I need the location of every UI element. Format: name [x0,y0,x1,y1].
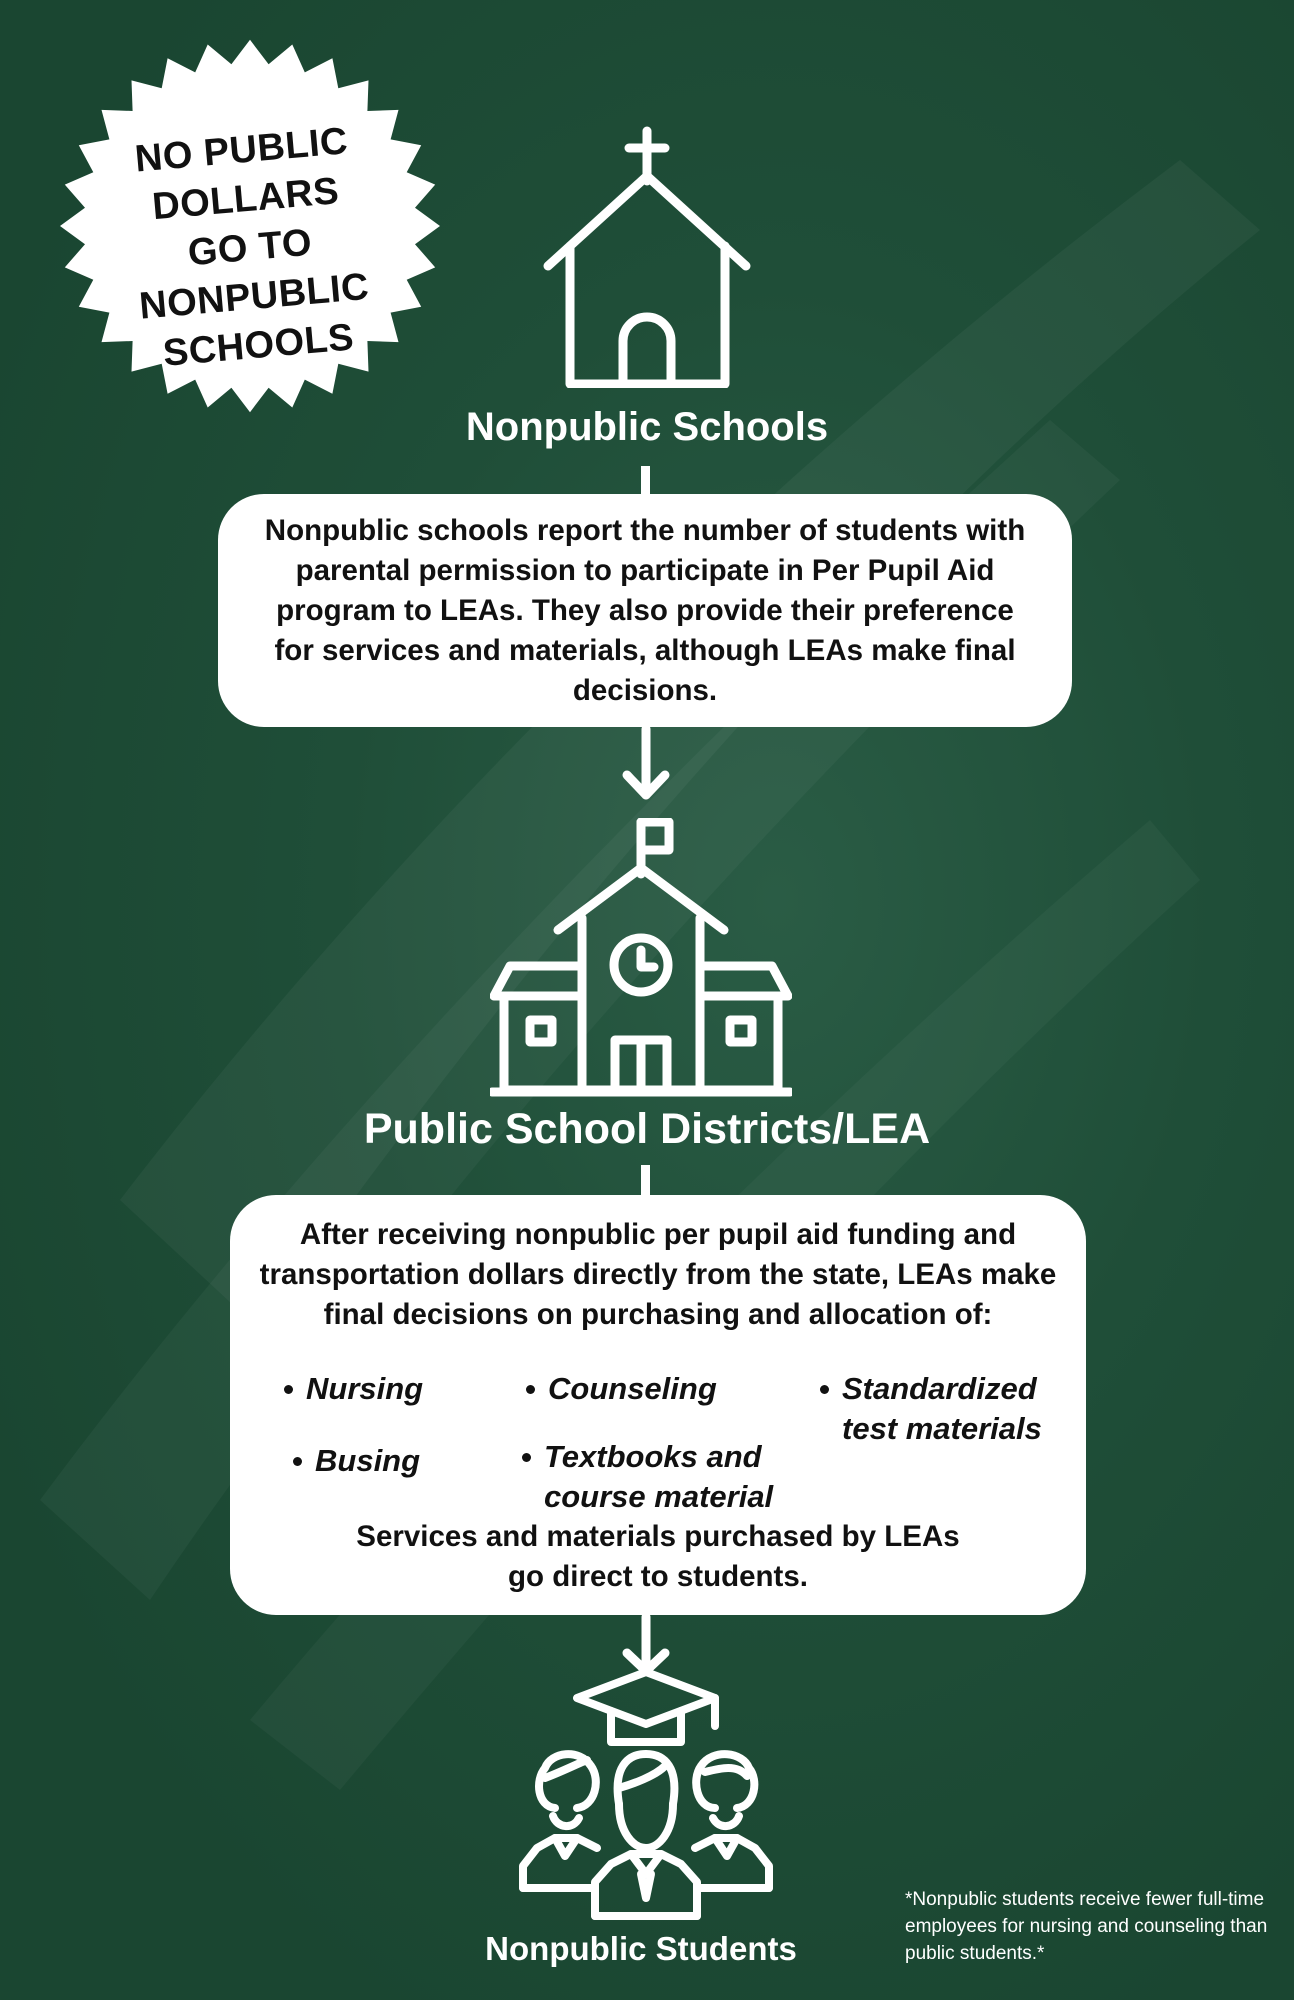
list-item-busing: Busing [315,1441,420,1481]
arrow-down-icon [621,727,671,802]
school-building-icon [490,818,792,1098]
connector-line [641,1165,650,1197]
bullet-dot [522,1453,531,1462]
bullet-dot [526,1385,535,1394]
graduates-icon [515,1668,777,1920]
list-item-counseling: Counseling [548,1369,717,1409]
starburst-badge [50,36,450,416]
church-icon [540,126,755,388]
badge-text: NO PUBLIC DOLLARS GO TO NONPUBLIC SCHOOLS [133,120,371,375]
list-item-textbooks: Textbooks and course material [544,1437,794,1517]
step-title-nonpublic-schools: Nonpublic Schools [465,405,829,449]
card-closing-text: Services and materials purchased by LEAs go direct to students. [356,1520,960,1593]
card-description: Nonpublic schools report the number of students with parental permission to participate in Per Pupil Aid program to LEAs. They also provide their preference for services and materials, although LEAs make final decisions. [264,514,1026,707]
card-public-school-districts [230,1195,1086,1615]
bullet-dot [820,1385,829,1394]
connector-line [641,466,650,496]
footnote: *Nonpublic students receive fewer full-time employees for nursing and counseling than public students.* [905,1889,1268,1964]
card-nonpublic-schools [218,494,1072,727]
bullet-dot [284,1385,293,1394]
step-title-public-school-districts: Public School Districts/LEA [363,1105,931,1153]
list-item-nursing: Nursing [306,1369,423,1409]
list-item-standardized-test-materials: Standardized test materials [842,1369,1067,1449]
bullet-dot [293,1457,302,1466]
card-description: After receiving nonpublic per pupil aid funding and transportation dollars directly from the state, LEAs make final decisions on purchasing and allocation of: [259,1218,1057,1331]
step-title-nonpublic-students: Nonpublic Students [485,1930,797,1967]
